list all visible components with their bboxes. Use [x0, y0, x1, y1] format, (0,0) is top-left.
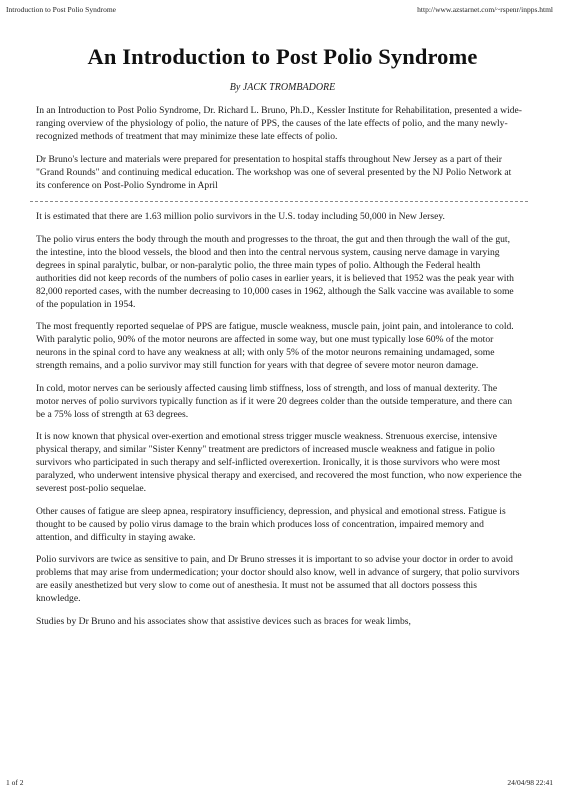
- paragraph: Other causes of fatigue are sleep apnea, respiratory insufficiency, depression, and physical and emotional stress. Fatigue is thought to be caused by polio virus damage to the brain which produces loss of concentration, impaired memory and attention, and difficulty in staying awake.: [36, 505, 506, 543]
- page-header-title: Introduction to Post Polio Syndrome: [6, 5, 117, 14]
- paragraph: It is estimated that there are 1.63 million polio survivors in the U.S. today including 50,000 in New Jersey.: [36, 211, 445, 222]
- paragraph: Polio survivors are twice as sensitive to pain, and Dr Bruno stresses it is important to so advise your doctor in order to avoid problems that may arise from undermedication; your doctor should also know, well in advance of surgery, that polio survivors are easily anesthetized but very slow to come out of anesthesia. It must not be assumed that all doctors possess this knowledge.: [36, 554, 520, 604]
- section-divider: [30, 201, 528, 202]
- page-footer-page-number: 1 of 2: [6, 778, 24, 787]
- paragraph: In cold, motor nerves can be seriously affected causing limb stiffness, loss of strength, and loss of manual dexterity. The motor nerves of polio survivors typically function as if it were 20 degrees colder than the outside temperature, and there can be a 75% loss of strength at 63 degrees.: [36, 382, 513, 420]
- paragraph: It is now known that physical over-exertion and emotional stress trigger muscle weakness. Strenuous exercise, intensive physical therapy, and similar "Sister Kenny" treatment are predictors of increased muscle weakness and fatigue in polio survivors who participated in such therapy and self-inflicted overexertion. Ironically, it is those survivors who were most paralyzed, who underwent intensive physical therapy and exercised, and recovered the most function, who now experience the severest post-polio sequelae.: [36, 431, 522, 494]
- article-byline: By JACK TROMBADORE: [229, 82, 336, 93]
- paragraph: Studies by Dr Bruno and his associates show that assistive devices such as braces for weak limbs,: [36, 615, 411, 627]
- paragraph: The polio virus enters the body through the mouth and progresses to the throat, the gut and then through the wall of the gut, the intestine, into the blood vessels, the blood and then into the central nervous system, causing nerve damage in varying degrees in spinal paralytic, bulbar, or non-paralytic polio, the three main types of polio. Although the Federal health authorities did not keep records of the numbers of polio cases in earlier years, it is believed that 1952 was the peak year with 82,000 reported cases, with the number decreasing to 10,000 cases in 1962, although the Salk vaccine was available to some of the population in 1954.: [36, 233, 514, 310]
- article-body: [36, 104, 522, 637]
- article-title: An Introduction to Post Polio Syndrome: [87, 44, 478, 69]
- paragraph: Dr Bruno's lecture and materials were prepared for presentation to hospital staffs throughout New Jersey as a part of their "Grand Rounds" and continuing medical education. The workshop was one of several presented by the NJ Polio Network at its conference on Post-Polio Syndrome in April: [36, 153, 512, 191]
- paragraph: In an Introduction to Post Polio Syndrome, Dr. Richard L. Bruno, Ph.D., Kessler Institute for Rehabilitation, presented a wide-ranging overview of the physiology of polio, the nature of PPS, the causes of the late effects of polio, and the many newly-recognized methods of treatment that may minimize these late effects of polio.: [36, 105, 523, 142]
- page-header-url: http://www.azstarnet.com/~rspenr/inpps.html: [417, 5, 553, 14]
- paragraph: The most frequently reported sequelae of PPS are fatigue, muscle weakness, muscle pain, joint pain, and intolerance to cold. With paralytic polio, 90% of the motor neurons are affected in some way, but one must typically lose 60% of the motor neurons in the spinal cord to have any weakness at all; with only 5% of the motor neurons remaining undamaged, some strength remains, and a polio survivor may still function for years with that degree of severe motor neuron damage.: [36, 321, 514, 371]
- page-footer-timestamp: 24/04/98 22:41: [507, 778, 553, 787]
